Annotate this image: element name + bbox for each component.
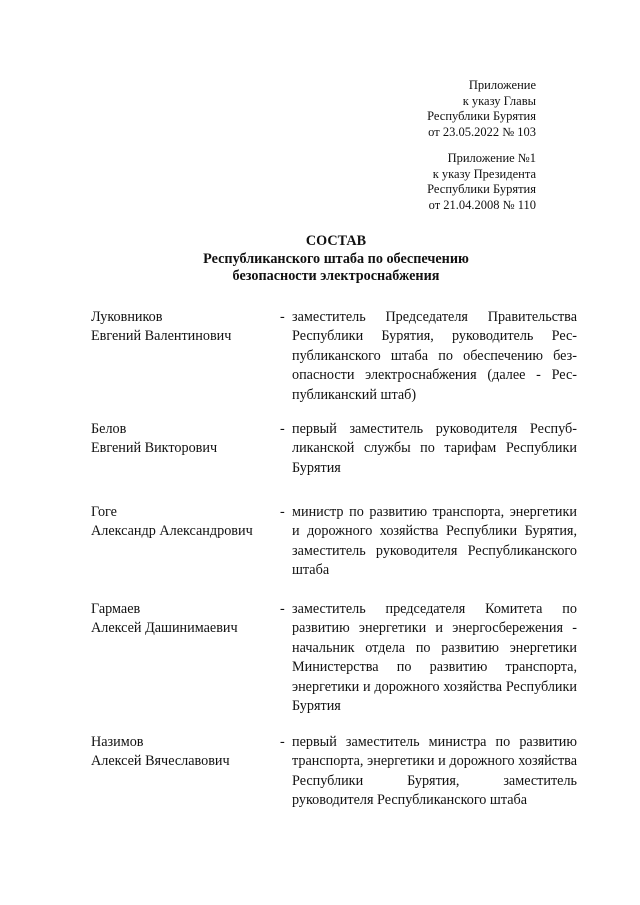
member-name — [91, 308, 281, 347]
annex-label: Приложение №1 — [447, 151, 536, 165]
member-role: заместитель председателя Комитета по развитию энергетики и энергосбережения - начальник отдела по развитию энергетики Министерства по развитию транспорта, энергетики и дорожного хозяйства Республики Бурятия — [292, 601, 577, 715]
member-entry — [91, 308, 577, 405]
annex-republic: Республики Бурятия — [427, 182, 536, 197]
annex-header-decree — [336, 78, 536, 140]
annex-header-original — [336, 151, 536, 213]
member-surname: Белов — [91, 421, 127, 437]
member-entry — [91, 503, 577, 581]
title-line-1: СОСТАВ — [305, 233, 367, 249]
member-dash: - — [280, 309, 285, 325]
member-given-names: Алексей Вячеславович — [91, 753, 230, 770]
member-dash: - — [280, 504, 285, 520]
title-line-2: Республиканского штаба по обеспечению — [203, 250, 469, 267]
annex-republic: Республики Бурятия — [427, 109, 536, 124]
member-name — [91, 733, 281, 772]
annex-decree-ref: к указу Главы — [462, 93, 536, 108]
member-given-names: Евгений Викторович — [91, 440, 218, 457]
annex-date-number: от 21.04.2008 № 110 — [428, 197, 536, 212]
member-entry — [91, 420, 577, 478]
member-role: первый заместитель руководителя Республиканской службы по тарифам Республики Бурятия — [292, 421, 577, 476]
member-dash: - — [280, 421, 285, 437]
member-role: заместитель Председателя Правительства Республики Бурятия, руководитель Республиканского штаба по обеспечению безопасности электроснабжения (далее - Республиканский штаб) — [292, 309, 577, 403]
member-role: министр по развитию транспорта, энергетики и дорожного хозяйства Республики Бурятия, заместитель руководителя Республиканского штаба — [292, 504, 577, 579]
member-surname: Назимов — [91, 734, 144, 750]
member-entry — [91, 600, 577, 716]
member-name — [91, 503, 281, 542]
member-surname: Луковников — [91, 309, 163, 325]
member-dash: - — [280, 601, 285, 617]
member-name — [91, 420, 281, 459]
annex-date-number: от 23.05.2022 № 103 — [428, 124, 536, 139]
member-entry — [91, 733, 577, 811]
member-given-names: Евгений Валентинович — [91, 328, 232, 345]
member-name — [91, 600, 281, 639]
member-role: первый заместитель министра по развитию транспорта, энергетики и дорожного хозяйства Республики Бурятия, заместитель руководителя Республиканского штаба — [292, 734, 577, 809]
title-line-3: безопасности электроснабжения — [232, 268, 440, 284]
annex-decree-ref: к указу Президента — [432, 166, 536, 181]
member-surname: Гоге — [91, 504, 117, 520]
member-given-names: Алексей Дашинимаевич — [91, 620, 238, 637]
member-dash: - — [280, 734, 285, 750]
member-given-names: Александр Александрович — [91, 523, 253, 540]
document-title — [0, 233, 640, 286]
annex-label: Приложение — [468, 78, 536, 92]
member-surname: Гармаев — [91, 601, 141, 617]
